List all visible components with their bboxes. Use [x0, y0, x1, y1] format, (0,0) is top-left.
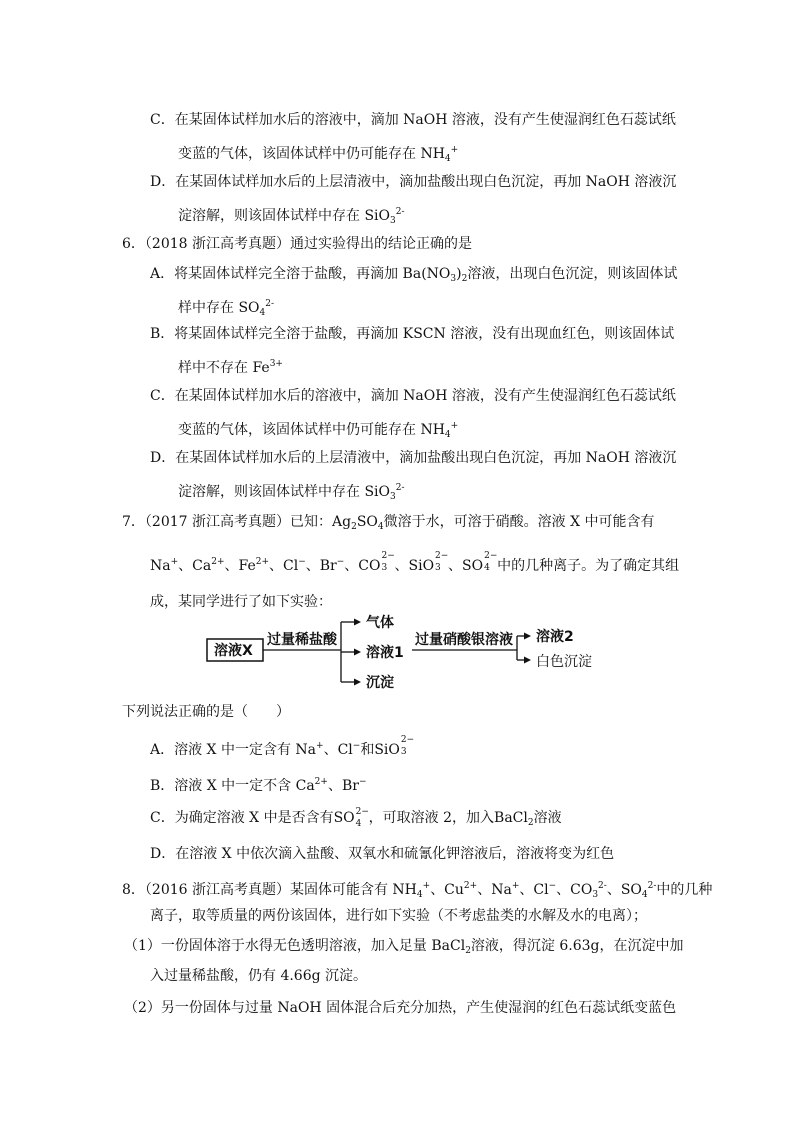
subscript: 4 [444, 154, 451, 164]
text: 溶液 [533, 810, 562, 826]
text: 中的几种离子。为了确定其组 [497, 558, 680, 574]
subscript: 2 [351, 522, 357, 532]
subscript: 3 [592, 890, 599, 900]
white-precipitate-label: 白色沉淀 [536, 654, 592, 670]
superscript: 2- [395, 483, 405, 493]
formula: BaCl [494, 810, 528, 826]
subscript: 3 [450, 274, 457, 284]
q6-option-d-line2 [178, 478, 405, 507]
solution1-label: 溶液1 [366, 645, 404, 661]
separator: 、 [394, 558, 409, 574]
separator: 、 [305, 558, 320, 574]
q5-option-d-line1: D．在某固体试样加水后的上层清液中，滴加盐酸出现白色沉淀，再加 NaOH 溶液沉 [150, 174, 677, 190]
q5-option-c-line1: C．在某固体试样加水后的溶液中，滴加 NaOH 溶液，没有产生使湿润红色石蕊试纸 [150, 112, 676, 128]
superscript: 2− [355, 807, 369, 817]
q8-stem-line1 [122, 876, 712, 905]
q6-option-c-line2 [178, 416, 458, 445]
step1-label: 过量稀盐酸 [267, 632, 337, 648]
superscript: + [170, 557, 179, 567]
subscript: 2 [461, 274, 468, 284]
superscript: − [548, 881, 557, 891]
text: C．为确定溶液 X 中是否含有 [150, 810, 334, 826]
superscript: − [336, 557, 345, 567]
superscript: − [298, 557, 306, 567]
superscript: 2+ [463, 881, 478, 891]
text: 淀溶解，则该固体试样中存在 SiO [178, 208, 390, 224]
subscript: 2 [465, 946, 471, 956]
ion: 、CO [556, 882, 593, 898]
text: 和 [360, 742, 375, 758]
superscript: + [450, 145, 459, 155]
ion: Cl [283, 558, 299, 574]
subscript: 4 [355, 819, 362, 829]
sub-sup [400, 736, 414, 756]
sub-sup [483, 552, 497, 572]
subscript: 4 [484, 563, 490, 573]
precipitate-label: 沉淀 [366, 675, 394, 691]
ion: CO [358, 558, 381, 574]
ion: Br [319, 558, 337, 574]
ion: SO [462, 558, 484, 574]
formula: Ag [332, 514, 352, 530]
text: A．溶液 X 中一定含有 Na [150, 742, 317, 758]
separator: 、 [344, 558, 359, 574]
text: 样中存在 SO [178, 300, 260, 316]
superscript: 2- [265, 299, 275, 309]
q8-stem-line2: 离子，取等质量的两份该固体，进行如下实验（不考虑盐类的水解及水的电离）； [150, 908, 647, 924]
formula: SO [356, 514, 378, 530]
q7-option-a [150, 736, 414, 760]
gas-label: 气体 [366, 615, 394, 631]
arrowhead [354, 619, 361, 626]
text: ，可取溶液 2，加入 [368, 810, 495, 826]
superscript: 2- [395, 207, 405, 217]
q6-option-a-line1 [150, 264, 677, 289]
subscript: 3 [435, 563, 441, 573]
superscript: − [352, 741, 361, 751]
separator: 、 [448, 558, 463, 574]
sub-sup [381, 552, 395, 572]
q5-option-d-line2 [178, 202, 405, 231]
superscript: 3+ [269, 359, 283, 369]
superscript: + [316, 741, 324, 751]
ion: SiO [408, 558, 435, 574]
q6-option-d-line1: D．在某固体试样加水后的上层清液中，滴加盐酸出现白色沉淀，再加 NaOH 溶液沉 [150, 450, 677, 466]
text: 溶液，出现白色沉淀，则该固体试 [467, 266, 678, 282]
q7-stem-line1 [122, 512, 655, 537]
text: 变蓝的气体，该固体试样中仍可能存在 NH [178, 146, 445, 162]
q7-option-c [150, 808, 562, 833]
arrowhead [354, 649, 361, 656]
superscript: + [422, 881, 431, 891]
ion: SO [333, 810, 355, 826]
superscript: 2+ [255, 557, 270, 567]
paren: ) [456, 266, 462, 282]
ion: SiO [374, 742, 400, 758]
subscript: 4 [444, 430, 451, 440]
separator: 、 [224, 558, 239, 574]
q8-part1-line1 [124, 936, 684, 961]
ion: 、Cu [430, 882, 464, 898]
q6-option-c-line1: C．在某固体试样加水后的溶液中，滴加 NaOH 溶液，没有产生使湿润红色石蕊试纸 [150, 388, 676, 404]
q7-option-d: D．在溶液 X 中依次滴入盐酸、双氧水和硫氰化钾溶液后，溶液将变为红色 [150, 846, 615, 862]
experiment-flowchart [205, 608, 625, 692]
q7-ion-list [150, 552, 679, 576]
text: 淀溶解，则该固体试样中存在 SiO [178, 484, 390, 500]
q6-option-b-line2 [178, 354, 283, 378]
q8-part2-line1: （2）另一份固体与过量 NaOH 固体混合后充分加热，产生使湿润的红色石蕊试纸变蓝色 [124, 1000, 677, 1016]
q7-option-b [150, 772, 366, 796]
superscript: + [511, 881, 520, 891]
text: 、Cl [323, 742, 353, 758]
subscript: 3 [390, 216, 396, 226]
subscript: 2 [527, 818, 534, 828]
superscript: 2− [400, 735, 415, 745]
subscript: 3 [381, 563, 388, 573]
subscript: 4 [377, 522, 384, 532]
q5-option-c-line2 [178, 140, 458, 169]
subscript: 3 [390, 492, 396, 502]
q8-part1-line2: 入过量稀盐酸，仍有 4.66g 沉淀。 [150, 968, 368, 984]
subscript: 3 [400, 747, 407, 757]
q6-option-b-line1: B．将某固体试样完全溶于盐酸，再滴加 KSCN 溶液，没有出现血红色，则该固体试 [150, 326, 675, 342]
text: 溶液，得沉淀 6.63g，在沉淀中加 [470, 938, 684, 954]
q7-stem-line3: 成，某同学进行了如下实验： [150, 594, 332, 610]
arrowhead [524, 657, 531, 664]
separator: 、 [178, 558, 193, 574]
text: 8．（2016 浙江高考真题）某固体可能含有 NH [122, 882, 417, 898]
text: （1）一份固体溶于水得无色透明溶液，加入足量 BaCl [124, 938, 466, 954]
ion: Fe [238, 558, 256, 574]
q6-stem: 6．（2018 浙江高考真题）通过实验得出的结论正确的是 [122, 236, 472, 252]
text: A．将某固体试样完全溶于盐酸，再滴加 Ba(NO [150, 266, 451, 282]
arrowhead [354, 679, 361, 686]
text: B．溶液 X 中一定不含 Ca [150, 778, 315, 794]
ion: 、SO [606, 882, 642, 898]
text: 样中不存在 Fe [178, 360, 270, 376]
ion: Na [150, 558, 171, 574]
separator: 、 [269, 558, 284, 574]
subscript: 4 [416, 890, 423, 900]
solution2-label: 溶液2 [536, 629, 574, 645]
superscript: 2- [598, 881, 607, 891]
text: 微溶于水，可溶于硝酸。溶液 X 中可能含有 [383, 514, 655, 530]
text: 、Br [327, 778, 359, 794]
superscript: + [450, 421, 459, 431]
text: 7．（2017 浙江高考真题）已知： [122, 514, 332, 530]
text: 中的几种 [656, 882, 713, 898]
q7-question: 下列说法正确的是（ ） [122, 704, 290, 720]
solution-x-label: 溶液X [214, 643, 253, 659]
subscript: 4 [259, 308, 266, 318]
ion: 、Cl [519, 882, 549, 898]
superscript: − [358, 777, 367, 787]
ion: Ca [192, 558, 212, 574]
superscript: 2− [484, 551, 498, 561]
q6-option-a-line2 [178, 294, 274, 323]
superscript: 2− [435, 551, 449, 561]
arrowhead [524, 633, 531, 640]
text: 变蓝的气体，该固体试样中仍可能存在 NH [178, 422, 445, 438]
superscript: 2+ [314, 777, 328, 787]
superscript: 2- [647, 881, 657, 891]
step2-label: 过量硝酸银溶液 [415, 632, 513, 648]
superscript: 2+ [211, 557, 225, 567]
sub-sup [434, 552, 448, 572]
sub-sup [355, 808, 369, 828]
ion: 、Na [477, 882, 512, 898]
subscript: 4 [641, 890, 648, 900]
superscript: 2− [381, 551, 395, 561]
